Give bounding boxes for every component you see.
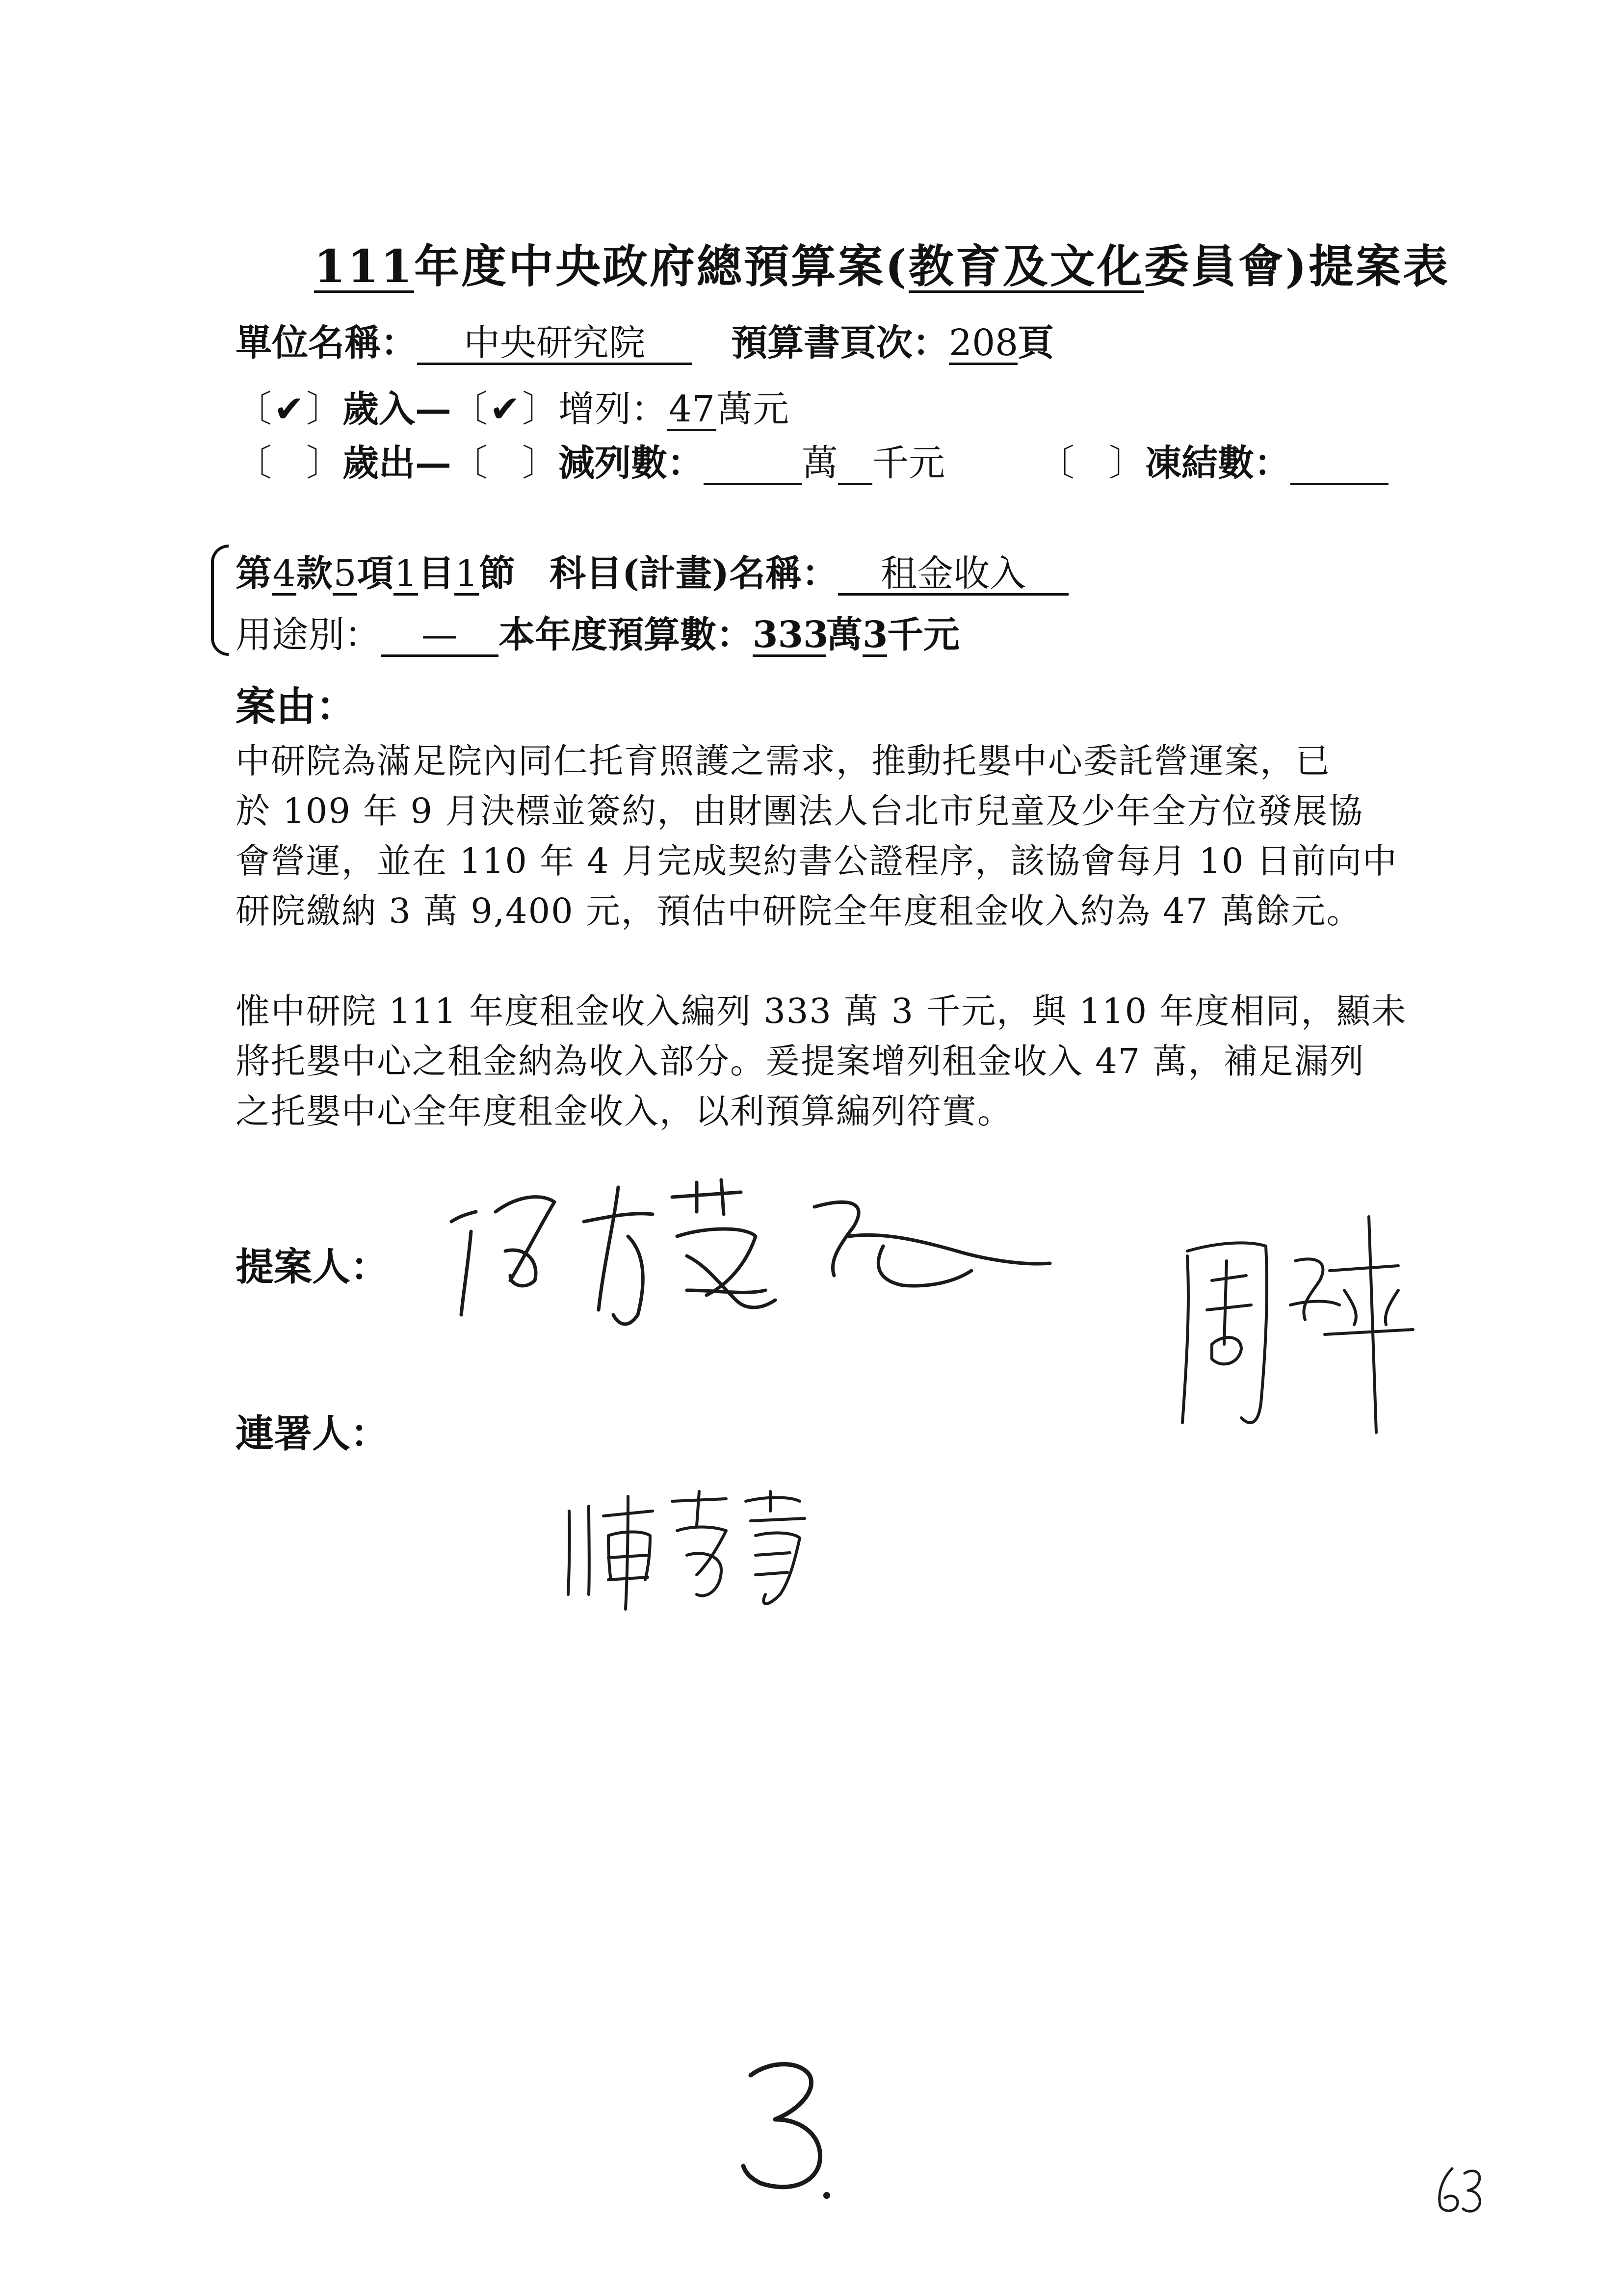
use-row	[236, 606, 960, 658]
decrease-wan: 萬	[802, 442, 838, 484]
decrease-label: 減列數：	[558, 442, 704, 484]
item-row	[236, 545, 1069, 597]
page-ref-value: 208	[949, 322, 1019, 364]
title-committee: 教育及文化	[908, 240, 1144, 293]
cosigner-signature	[559, 1482, 834, 1619]
decrease-qian: 千元	[872, 442, 945, 484]
bracket-close: 〕	[522, 442, 558, 484]
kuan-number: 4	[272, 552, 296, 595]
reason-line: 之托嬰中心全年度租金收入，以利預算編列符實。	[236, 1091, 1013, 1131]
unit-label: 單位名稱：	[236, 322, 417, 364]
mu-number: 1	[394, 552, 418, 595]
budget-wan: 333	[753, 614, 829, 656]
revenue-label: 歲入—	[342, 388, 451, 430]
expense-row	[236, 434, 1388, 486]
second-proposer-signature	[1168, 1207, 1423, 1442]
page-ref-suffix: 頁	[1018, 322, 1054, 364]
freeze-blank	[1290, 444, 1388, 485]
item-brace	[211, 545, 229, 656]
increase-unit: 萬元	[716, 388, 789, 430]
title-part1: 年度中央政府總預算案(	[414, 240, 909, 293]
reason-line: 中研院為滿足院內同仁托育照護之需求，推動托嬰中心委託營運案，已	[236, 741, 1331, 781]
bracket-open: 〔	[451, 388, 488, 430]
decrease-qian-blank	[838, 444, 872, 485]
subject-value: 租金收入	[838, 555, 1069, 596]
bracket-open: 〔	[1038, 442, 1074, 484]
freeze-checkbox	[1074, 442, 1109, 484]
unit-row	[236, 314, 1054, 366]
corner-page-number	[1433, 2164, 1487, 2218]
bracket-close: 〕	[306, 388, 342, 430]
freeze-label: 凍結數：	[1145, 442, 1290, 484]
reason-line: 將托嬰中心之租金納為收入部分。爰提案增列租金收入 47 萬，補足漏列	[236, 1041, 1365, 1081]
budget-wan-unit: 萬	[826, 614, 863, 656]
budget-qian-unit: 千元	[887, 614, 960, 656]
bracket-close: 〕	[1109, 442, 1145, 484]
item-di: 第	[236, 552, 272, 595]
increase-value: 47	[667, 391, 716, 431]
increase-checkbox: ✔	[489, 388, 520, 430]
use-label: 用途別：	[236, 614, 381, 656]
reason-line: 研院繳納 3 萬 9,400 元，預估中研院全年度租金收入約為 47 萬餘元。	[236, 891, 1362, 931]
expense-label: 歲出—	[342, 442, 451, 484]
reason-paragraph-2	[236, 986, 1452, 1136]
kuan-label: 款	[296, 552, 333, 595]
reason-heading: 案由：	[236, 683, 357, 730]
proposer-label: 提案人：	[236, 1245, 389, 1289]
reason-line: 惟中研院 111 年度租金收入編列 333 萬 3 千元，與 110 年度相同，顯未	[236, 991, 1407, 1031]
bracket-open: 〔	[236, 388, 272, 430]
mu-label: 目	[418, 552, 454, 595]
reason-line: 會營運，並在 110 年 4 月完成契約書公證程序，該協會每月 10 日前向中	[236, 841, 1398, 881]
bracket-close: 〕	[522, 388, 558, 430]
bracket-open: 〔	[451, 442, 488, 484]
subject-label: 科目(計畫)名稱：	[550, 552, 838, 595]
jie-number: 1	[455, 552, 478, 595]
reason-line: 於 109 年 9 月決標並簽約，由財團法人台北市兒童及少年全方位發展協	[236, 791, 1364, 831]
budget-qian: 3	[863, 614, 888, 656]
cosigner-label: 連署人：	[236, 1411, 389, 1456]
page-title	[314, 231, 1450, 295]
bracket-close: 〕	[306, 442, 342, 484]
page-ref-label: 預算書頁次：	[731, 322, 949, 364]
unit-value: 中央研究院	[417, 324, 692, 365]
jie-label: 節	[479, 552, 515, 595]
budget-label: 本年度預算數：	[498, 614, 753, 656]
increase-label: 增列：	[558, 388, 667, 430]
bracket-open: 〔	[236, 442, 272, 484]
decrease-wan-blank	[704, 444, 802, 485]
revenue-checkbox: ✔	[273, 388, 304, 430]
revenue-row	[236, 380, 789, 432]
proposer-signature	[442, 1168, 1070, 1344]
use-value: —	[381, 616, 498, 657]
title-part2: 委員會)提案表	[1144, 240, 1450, 293]
xiang-label: 項	[357, 552, 393, 595]
page-number-mark	[731, 2056, 859, 2213]
title-year: 111	[314, 240, 415, 293]
xiang-number: 5	[333, 552, 357, 595]
reason-paragraph-1	[236, 736, 1452, 936]
